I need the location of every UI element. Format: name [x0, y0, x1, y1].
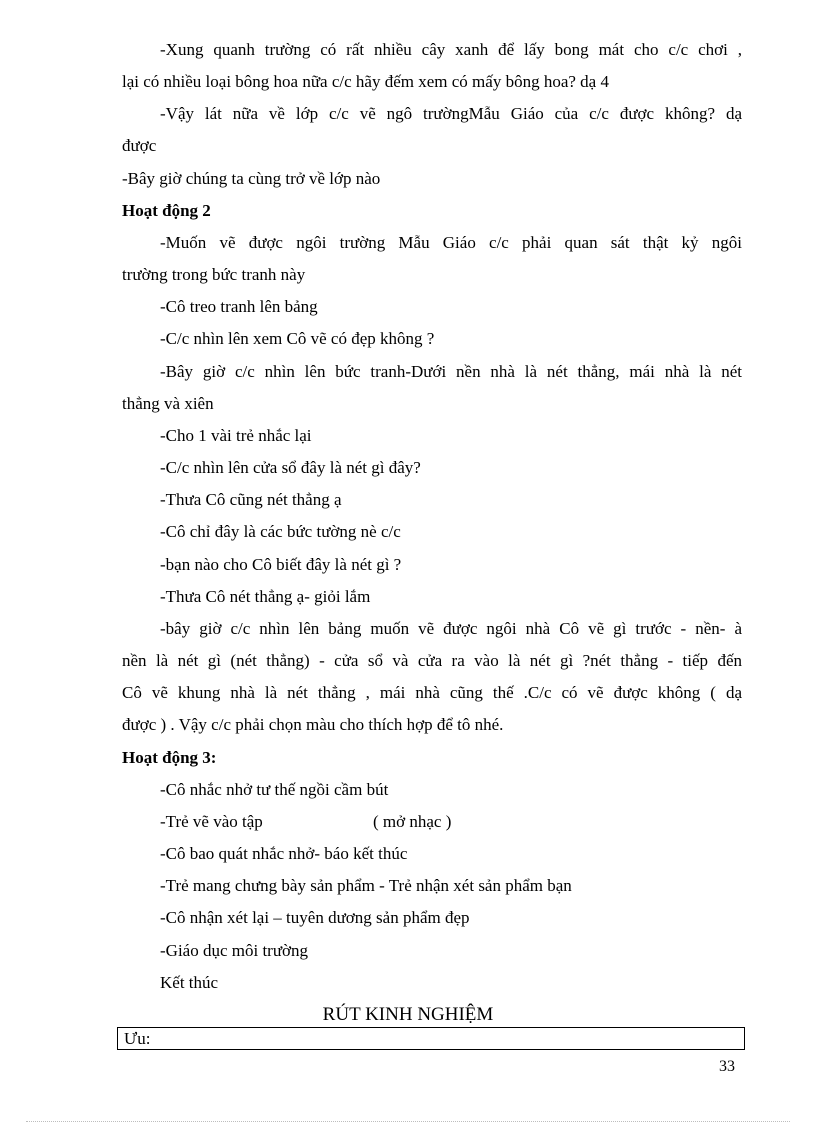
paragraph-line: lại có nhiều loại bông hoa nữa c/c hãy đếm xem có mấy bông hoa? dạ 4: [122, 72, 609, 91]
paragraph-line: Cô vẽ khung nhà là nét thẳng , mái nhà cũng thế .C/c có vẽ được không ( dạ: [122, 683, 742, 702]
paragraph-line: nền là nét gì (nét thẳng) - cửa sổ và cửa ra vào là nét gì ?nét thẳng - tiếp đến: [122, 651, 742, 670]
notes-table: [117, 1027, 745, 1050]
paragraph-line: -Cho 1 vài trẻ nhắc lại: [160, 426, 312, 445]
paragraph-line: -bạn nào cho Cô biết đây là nét gì ?: [160, 555, 402, 574]
paragraph-line: -Thưa Cô cũng nét thẳng ạ: [160, 490, 342, 509]
paragraph-line: -Cô treo tranh lên bảng: [160, 297, 318, 316]
paragraph-line: được: [122, 136, 157, 155]
paragraph-line: -Bây giờ chúng ta cùng trở về lớp nào: [122, 169, 381, 188]
page-number: 33: [719, 1058, 735, 1075]
paragraph-line: -Giáo dục môi trường: [160, 941, 309, 960]
paragraph-line: -Trẻ mang chưng bày sản phẩm - Trẻ nhận xét sản phẩm bạn: [160, 876, 572, 895]
section-heading: Hoạt động 3:: [122, 748, 217, 767]
paragraph-line-note: ( mở nhạc ): [373, 812, 452, 831]
paragraph-line: -Muốn vẽ được ngôi trường Mẫu Giáo c/c phải quan sát thật kỷ ngôi: [160, 233, 742, 252]
paragraph-line: thẳng và xiên: [122, 394, 214, 413]
paragraph-line: -Cô nhắc nhở tư thế ngồi cầm bút: [160, 780, 389, 799]
paragraph-line: -Trẻ vẽ vào tập: [160, 812, 263, 831]
paragraph-line: -C/c nhìn lên cửa sổ đây là nét gì đây?: [160, 458, 421, 477]
paragraph-line: -Thưa Cô nét thẳng ạ- giỏi lắm: [160, 587, 371, 606]
paragraph-line: được ) . Vậy c/c phải chọn màu cho thích hợp để tô nhé.: [122, 715, 504, 734]
paragraph-line: -Cô nhận xét lại – tuyên dương sản phẩm đẹp: [160, 908, 470, 927]
section-heading: Hoạt động 2: [122, 201, 211, 220]
paragraph-line: -Cô bao quát nhắc nhở- báo kết thúc: [160, 844, 408, 863]
paragraph-line: -Vậy lát nữa về lớp c/c vẽ ngô trườngMẫu Giáo của c/c được không? dạ: [160, 104, 742, 123]
page-bottom-divider: [26, 1121, 790, 1122]
paragraph-line: -Bây giờ c/c nhìn lên bức tranh-Dưới nền nhà là nét thẳng, mái nhà là nét: [160, 362, 742, 381]
paragraph-line: -C/c nhìn lên xem Cô vẽ có đẹp không ?: [160, 329, 435, 348]
paragraph-line: -Cô chỉ đây là các bức tường nè c/c: [160, 522, 401, 541]
paragraph-line: trường trong bức tranh này: [122, 265, 306, 284]
paragraph-line: -Xung quanh trường có rất nhiều cây xanh để lấy bong mát cho c/c chơi ,: [160, 40, 742, 59]
paragraph-line: Kết thúc: [160, 973, 219, 992]
paragraph-line: -bây giờ c/c nhìn lên bảng muốn vẽ được ngôi nhà Cô vẽ gì trước - nền- à: [160, 619, 742, 638]
section-title: RÚT KINH NGHIỆM: [322, 1004, 494, 1025]
notes-table-label: Ưu:: [124, 1029, 151, 1048]
